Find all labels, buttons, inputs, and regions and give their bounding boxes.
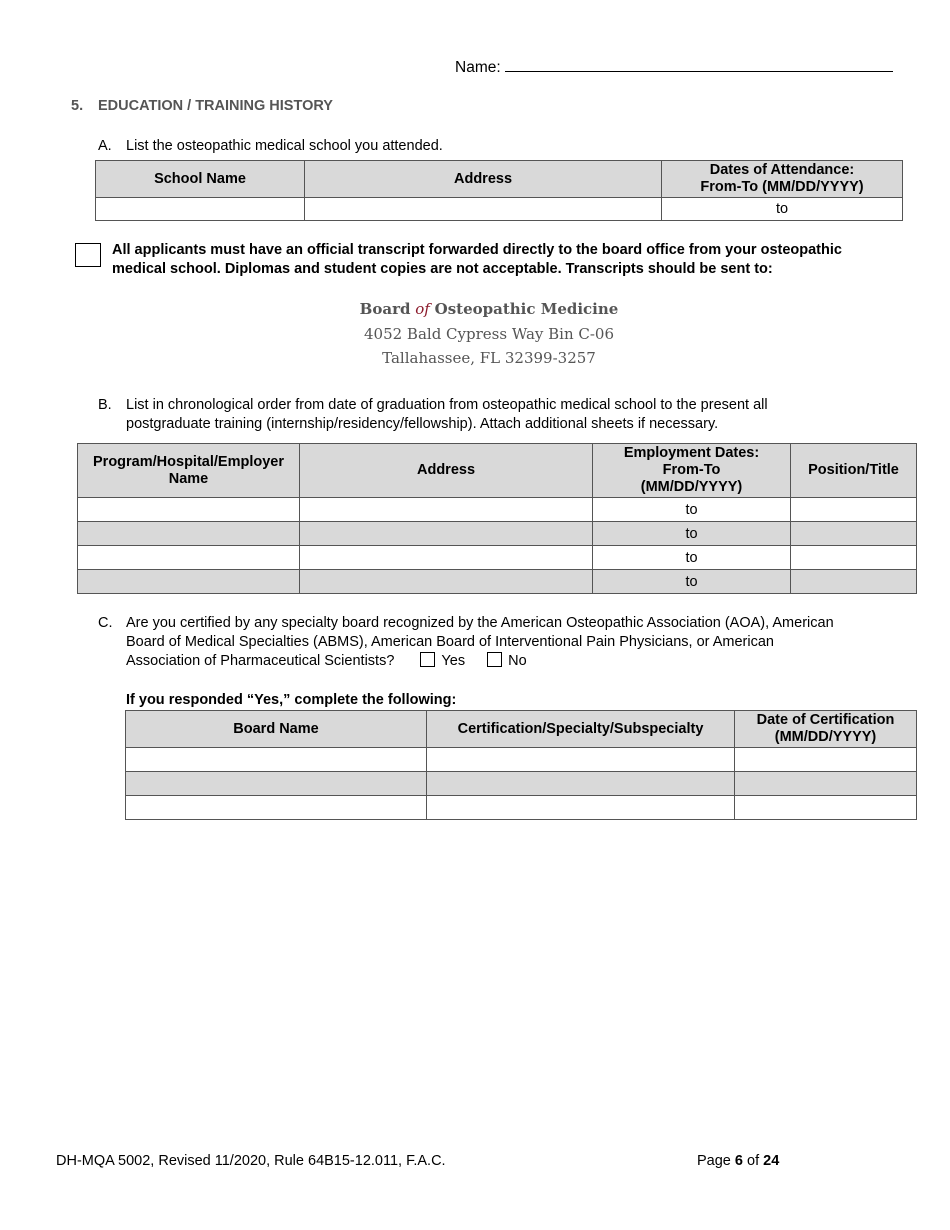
part-c-line-2: Board of Medical Specialties (ABMS), American Board of Interventional Pain Physicians, or American <box>126 634 774 650</box>
certification-cell[interactable] <box>427 772 735 796</box>
notice-line-1: All applicants must have an official transcript forwarded directly to the board office from your osteopathic <box>112 242 842 258</box>
table-row <box>126 748 917 772</box>
position-cell[interactable] <box>791 498 917 522</box>
transcript-checkbox[interactable] <box>75 243 101 267</box>
certification-table-header <box>126 711 917 748</box>
program-cell[interactable] <box>78 570 300 594</box>
board-street: 4052 Bald Cypress Way Bin C-06 <box>363 325 615 343</box>
col-board-name: Board Name <box>126 711 427 748</box>
certification-cell[interactable] <box>427 748 735 772</box>
part-a-label: A. <box>98 138 112 154</box>
certification-table <box>125 710 917 820</box>
col-employment-line2: From-To <box>662 462 721 478</box>
col-cert-date <box>735 711 917 748</box>
transcript-notice <box>112 241 912 279</box>
page-total: 24 <box>763 1153 780 1169</box>
board-name-cell[interactable] <box>126 748 427 772</box>
dates-cell[interactable]: to <box>593 498 791 522</box>
board-name-cell[interactable] <box>126 796 427 820</box>
board-name-part2: Osteopathic Medicine <box>434 300 619 318</box>
board-city: Tallahassee, FL 32399-3257 <box>382 349 596 367</box>
certification-cell[interactable] <box>427 796 735 820</box>
footer-page-number <box>697 1153 779 1169</box>
col-employment-dates <box>593 444 791 498</box>
dates-cell[interactable]: to <box>593 546 791 570</box>
col-cert-date-line2: (MM/DD/YYYY) <box>774 729 877 745</box>
table-row <box>78 522 917 546</box>
part-c-line-3 <box>126 652 527 671</box>
address-cell[interactable] <box>300 498 593 522</box>
yes-label: Yes <box>441 653 466 669</box>
position-cell[interactable] <box>791 546 917 570</box>
col-program <box>78 444 300 498</box>
section-heading: EDUCATION / TRAINING HISTORY <box>98 98 333 114</box>
part-c-label: C. <box>98 615 113 631</box>
col-position: Position/Title <box>791 444 917 498</box>
no-checkbox[interactable] <box>487 652 502 667</box>
table-row <box>126 772 917 796</box>
yes-checkbox[interactable] <box>420 652 435 667</box>
school-name-cell[interactable] <box>96 198 305 221</box>
section-number: 5. <box>71 98 84 114</box>
col-certification: Certification/Specialty/Subspecialty <box>427 711 735 748</box>
table-row <box>126 796 917 820</box>
table-row <box>78 570 917 594</box>
col-address: Address <box>305 161 662 198</box>
section-title <box>71 98 333 114</box>
board-name-part1: Board <box>359 300 411 318</box>
cert-date-cell[interactable] <box>735 772 917 796</box>
name-field <box>455 56 893 77</box>
training-table-header <box>78 444 917 498</box>
part-b-label: B. <box>98 397 112 413</box>
dates-cell[interactable]: to <box>593 522 791 546</box>
part-c-question <box>98 614 918 672</box>
col-program-line2: Name <box>168 470 209 487</box>
no-label: No <box>508 653 527 669</box>
program-cell[interactable] <box>78 546 300 570</box>
notice-line-2: medical school. Diplomas and student copies are not acceptable. Transcripts should be sent to: <box>112 261 773 277</box>
col-employment-line3: (MM/DD/YYYY) <box>640 479 743 495</box>
school-address-cell[interactable] <box>305 198 662 221</box>
page-of: of <box>747 1153 760 1169</box>
part-c-line-1: Are you certified by any specialty board recognized by the American Osteopathic Association (AOA), American <box>126 615 834 631</box>
board-name-cell[interactable] <box>126 772 427 796</box>
col-school-name: School Name <box>96 161 305 198</box>
page-current: 6 <box>734 1153 743 1169</box>
school-table <box>95 160 903 221</box>
table-row <box>96 198 903 221</box>
program-cell[interactable] <box>78 522 300 546</box>
col-dates-attendance <box>662 161 903 198</box>
address-cell[interactable] <box>300 546 593 570</box>
followup-instruction: If you responded “Yes,” complete the following: <box>126 692 457 708</box>
table-row <box>78 546 917 570</box>
col-dates-line2: From-To (MM/DD/YYYY) <box>700 179 864 195</box>
training-table <box>77 443 917 594</box>
school-table-header <box>96 161 903 198</box>
table-row <box>78 498 917 522</box>
page-prefix: Page <box>697 1153 731 1169</box>
position-cell[interactable] <box>791 522 917 546</box>
part-b-line-1: List in chronological order from date of graduation from osteopathic medical school to the present all <box>126 397 768 413</box>
part-a-text: List the osteopathic medical school you attended. <box>126 138 443 154</box>
part-b-line-2: postgraduate training (internship/residency/fellowship). Attach additional sheets if necessary. <box>126 416 719 432</box>
name-input-line[interactable] <box>505 56 893 72</box>
dates-cell[interactable]: to <box>593 570 791 594</box>
name-label: Name: <box>455 59 501 76</box>
address-cell[interactable] <box>300 570 593 594</box>
col-cert-date-line1: Date of Certification <box>756 712 895 728</box>
position-cell[interactable] <box>791 570 917 594</box>
program-cell[interactable] <box>78 498 300 522</box>
part-c-line-3-text: Association of Pharmaceutical Scientists? <box>126 653 395 669</box>
part-b-instruction <box>98 396 918 434</box>
address-cell[interactable] <box>300 522 593 546</box>
part-a-instruction <box>98 137 898 156</box>
school-dates-cell[interactable]: to <box>662 198 903 221</box>
board-name-of: of <box>415 300 430 318</box>
col-address: Address <box>300 444 593 498</box>
col-dates-line1: Dates of Attendance: <box>709 162 855 178</box>
board-name <box>300 300 678 318</box>
footer-form-id: DH-MQA 5002, Revised 11/2020, Rule 64B15-12.011, F.A.C. <box>56 1153 446 1169</box>
col-employment-line1: Employment Dates: <box>623 445 760 461</box>
cert-date-cell[interactable] <box>735 796 917 820</box>
col-program-line1: Program/Hospital/Employer <box>93 453 284 470</box>
cert-date-cell[interactable] <box>735 748 917 772</box>
